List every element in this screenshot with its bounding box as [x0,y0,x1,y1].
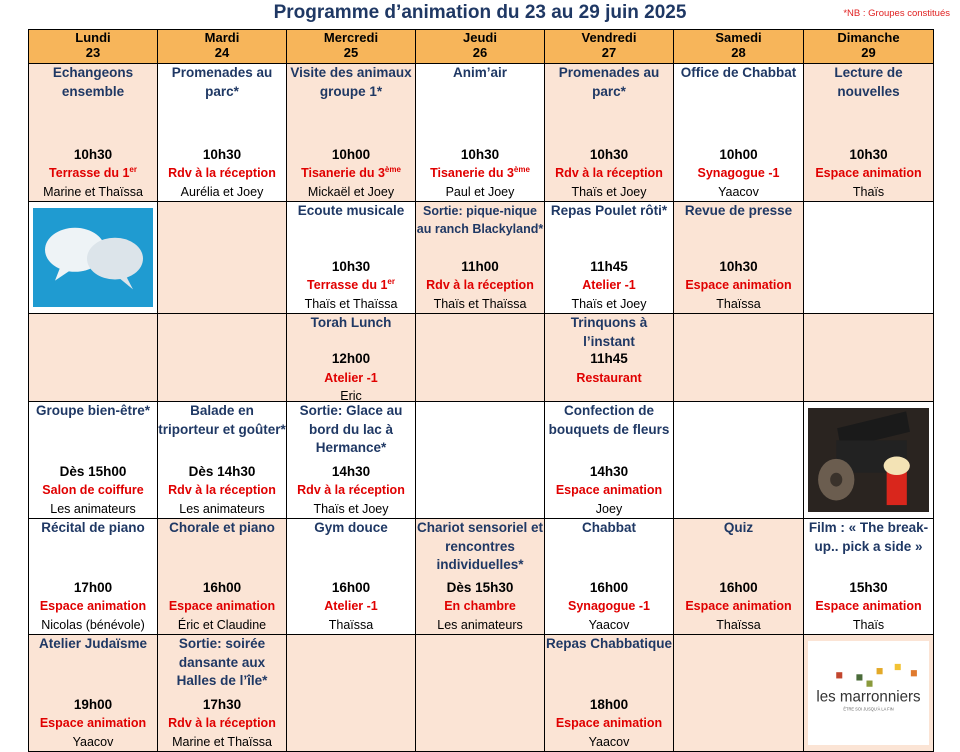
schedule-cell-jeudi [416,314,545,402]
activity-details [545,146,673,202]
activity-details [158,696,286,752]
activity-block [804,519,933,556]
logo-tagline: ÊTRE SOI JUSQU'À LA FIN [843,706,894,712]
activity-details [287,146,415,202]
day-number: 27 [601,45,617,60]
day-number: 25 [343,45,359,60]
activity-block [674,202,803,221]
page-title: Programme d’animation du 23 au 29 juin 2025 [273,2,687,23]
activity-host: Yaacov [588,617,630,632]
activity-time: 14h30 [589,463,629,479]
activity-location: Atelier -1 [582,278,636,292]
activity-location: Rdv à la réception [168,716,276,730]
activity-details [158,463,286,519]
activity-title: Echangeons ensemble [52,65,134,99]
schedule-row [29,64,934,202]
schedule-cell-jeudi [416,202,545,314]
activity-location: Rdv à la réception [426,278,534,292]
activity-title: Promenades au parc* [558,65,660,99]
activity-block [287,64,415,101]
activity-location: Espace animation [815,166,922,180]
activity-location: Espace animation [39,599,147,613]
film-reel-hub [830,473,842,487]
activity-title: Groupe bien-être* [35,403,151,418]
activity-time: Dès 15h00 [59,463,127,479]
activity-location: Atelier -1 [324,599,378,613]
speech-bubbles-image [33,208,153,307]
activity-title: Sortie: Glace au bord du lac à Hermance* [299,403,403,455]
activity-location: Espace animation [39,716,147,730]
schedule-cell-vendredi [545,202,674,314]
schedule-cell-samedi [674,635,804,752]
activity-title: Ecoute musicale [297,203,405,218]
activity-time: 10h30 [589,146,629,162]
schedule-cell-mercredi [287,314,416,402]
activity-details [287,463,415,519]
activity-location: Atelier -1 [324,370,378,385]
schedule-cell-lundi [29,202,158,314]
schedule-cell-lundi [29,402,158,519]
day-name: Vendredi [581,30,637,45]
logo-square [866,681,872,687]
schedule-cell-mardi [158,519,287,635]
activity-block [158,519,286,538]
activity-location: Espace animation [685,278,792,292]
day-number: 24 [214,45,230,60]
day-name: Mardi [204,30,240,45]
activity-block [158,402,286,439]
activity-host: Thaïs [852,617,885,632]
day-header-mardi [158,30,287,64]
day-number: 28 [731,45,746,60]
activity-title: Revue de presse [684,203,793,218]
activity-block [804,64,933,101]
activity-title: Torah Lunch [310,315,392,330]
activity-host: Joey [595,501,623,516]
activity-host: Thaïs et Joey [571,184,647,199]
activity-host: Thaïs et Joey [313,501,389,516]
logo-square [856,674,862,680]
schedule-cell-mercredi [287,635,416,752]
activity-host: Thaïssa [716,296,761,311]
activity-block [545,635,673,654]
activity-location: Restaurant [576,370,642,385]
activity-host: Thaïssa [716,617,761,632]
activity-block [416,64,544,83]
day-number: 29 [861,45,876,60]
activity-details [545,696,673,752]
activity-location: Terrasse du 1er [307,276,395,292]
activity-location: Espace animation [168,599,276,613]
activity-location: Rdv à la réception [297,483,405,497]
activity-location: Espace animation [685,599,792,613]
schedule-row [29,314,934,402]
activity-title: Quiz [723,520,754,535]
schedule-cell-mercredi [287,402,416,519]
activity-time: 10h30 [331,258,371,274]
day-header-jeudi [416,30,545,64]
day-name: Samedi [715,30,762,45]
logo-wordmark: les marronniers [816,688,921,706]
schedule-cell-dimanche [804,402,934,519]
schedule-cell-vendredi [545,519,674,635]
schedule-row [29,519,934,635]
schedule-cell-samedi [674,519,804,635]
schedule-cell-mercredi [287,64,416,202]
activity-details [416,579,544,635]
activity-title: Chariot sensoriel et rencontres individuelles* [416,520,544,572]
activity-title: Repas Chabbatique [545,636,673,651]
activity-time: 10h00 [719,146,758,162]
schedule-cell-mardi [158,314,287,402]
activity-details [29,463,157,519]
day-name: Mercredi [323,30,379,45]
activity-time: 10h30 [73,146,113,162]
schedule-cell-dimanche [804,519,934,635]
activity-title: Repas Poulet rôti* [550,203,668,218]
activity-block [287,202,415,221]
activity-host: Les animateurs [437,617,523,632]
activity-title: Visite des animaux groupe 1* [290,65,412,99]
schedule-cell-lundi [29,635,158,752]
activity-title: Gym douce [314,520,388,535]
schedule-cell-lundi [29,314,158,402]
activity-details [29,579,157,635]
activity-time: Dès 14h30 [188,463,256,479]
schedule-cell-mardi [158,202,287,314]
activity-block [29,64,157,101]
day-number: 26 [472,45,488,60]
day-name: Jeudi [463,30,497,45]
activity-block [29,519,157,538]
activity-time: 16h00 [719,579,758,595]
activity-time: 16h00 [202,579,242,595]
day-header-lundi [29,30,158,64]
activity-time: 10h30 [202,146,242,162]
activity-title: Récital de piano [41,520,145,535]
schedule-cell-samedi [674,202,804,314]
activity-block [545,64,673,101]
activity-host: Yaacov [718,184,759,199]
schedule-cell-vendredi [545,635,674,752]
schedule-row [29,635,934,752]
activity-host: Les animateurs [179,501,265,516]
schedule-table [28,29,934,752]
activity-location: En chambre [444,599,516,613]
activity-block [287,314,415,333]
activity-time: 16h00 [589,579,629,595]
activity-title: Lecture de nouvelles [834,65,903,99]
activity-time: 14h30 [331,463,371,479]
schedule-cell-samedi [674,64,804,202]
activity-time: 10h30 [849,146,888,162]
schedule-cell-vendredi [545,314,674,402]
schedule-cell-jeudi [416,402,545,519]
day-header-samedi [674,30,804,64]
logo-square [911,670,917,676]
activity-details [804,579,933,635]
speech-bubbles-illustration [33,208,153,307]
activity-location: Tisanerie du 3ème [301,164,401,180]
activity-host: Les animateurs [50,501,136,516]
activity-time: 11h00 [461,258,499,274]
popcorn [884,457,910,475]
logo-square [895,664,901,670]
activity-host: Thaïs et Thaïssa [304,296,398,311]
day-header-row [29,30,934,64]
speech-bubble-right [87,238,143,280]
activity-time: 16h00 [331,579,371,595]
activity-location: Espace animation [815,599,922,613]
location-superscript: er [387,276,395,286]
schedule-cell-jeudi [416,635,545,752]
activity-location: Synagogue -1 [568,599,650,613]
location-superscript: er [129,164,137,174]
activity-details [545,579,673,635]
activity-details [416,258,544,314]
location-superscript: ème [384,164,401,174]
activity-title: Atelier Judaïsme [38,636,148,651]
activity-time: 10h30 [719,258,758,274]
activity-time: 11h45 [590,351,628,366]
activity-host: Thaïs et Joey [571,296,647,311]
activity-host: Paul et Joey [445,184,515,199]
schedule-cell-lundi [29,519,158,635]
activity-title: Anim’air [452,65,507,80]
activity-title: Chabbat [582,520,636,535]
activity-host: Yaacov [588,734,630,749]
activity-location: Synagogue -1 [697,166,780,180]
activity-block [29,402,157,421]
activity-time: 11h45 [590,258,628,274]
activity-title: Film : « The break-up.. pick a side » [808,520,929,554]
activity-location: Espace animation [555,483,663,497]
activity-details [287,350,415,402]
location-superscript: ème [513,164,530,174]
schedule-row [29,202,934,314]
activity-time: 18h00 [589,696,629,712]
activity-host: Mickaël et Joey [307,184,395,199]
schedule-cell-jeudi [416,519,545,635]
activity-details [804,146,933,202]
activity-block [545,314,673,351]
schedule-cell-vendredi [545,402,674,519]
activity-host: Aurélia et Joey [180,184,264,199]
activity-location: Rdv à la réception [555,166,663,180]
schedule-cell-mardi [158,635,287,752]
activity-location: Tisanerie du 3ème [430,164,530,180]
cinema-illustration [808,408,929,512]
schedule-cell-dimanche [804,64,934,202]
activity-time: 15h30 [849,579,888,595]
activity-details [674,579,803,635]
schedule-cell-samedi [674,402,804,519]
activity-details [416,146,544,202]
activity-title: Sortie: pique-nique au ranch Blackyland* [416,204,544,236]
activity-block [416,519,544,575]
schedule-cell-dimanche [804,314,934,402]
activity-time: 12h00 [331,351,371,366]
activity-time: 10h00 [331,146,371,162]
activity-host: Marine et Thaïssa [172,734,272,749]
activity-block [158,64,286,101]
activity-host: Éric et Claudine [177,617,267,632]
activity-location: Salon de coiffure [42,483,144,497]
groups-note: *NB : Groupes constitués [843,8,950,19]
activity-block [545,519,673,538]
schedule-cell-mercredi [287,202,416,314]
schedule-cell-mardi [158,402,287,519]
activity-block [29,635,157,654]
activity-block [158,635,286,691]
activity-details [545,258,673,314]
day-number: 23 [85,45,101,60]
logo-illustration [808,641,929,745]
activity-block [545,202,673,221]
activity-details [545,463,673,519]
activity-block [674,64,803,83]
activity-title: Trinquons à l’instant [570,315,648,349]
activity-title: Promenades au parc* [171,65,273,99]
activity-details [158,146,286,202]
activity-details [287,579,415,635]
day-header-vendredi [545,30,674,64]
logo-square [877,668,883,674]
activity-location: Rdv à la réception [168,166,276,180]
schedule-cell-mardi [158,64,287,202]
activity-block [545,402,673,439]
activity-block [287,402,415,458]
activity-time: 17h30 [202,696,242,712]
day-name: Lundi [75,30,111,45]
activity-location: Terrasse du 1er [49,164,137,180]
activity-details [158,579,286,635]
activity-details [287,258,415,314]
activity-details [29,696,157,752]
activity-title: Sortie: soirée dansante aux Halles de l’île* [176,636,268,688]
activity-details [29,146,157,202]
activity-title: Chorale et piano [169,520,275,535]
activity-host: Thaïssa [328,617,374,632]
activity-details [545,350,673,387]
activity-details [674,146,803,202]
day-header-mercredi [287,30,416,64]
activity-host: Thaïs et Thaïssa [433,296,527,311]
logo-square [836,672,842,678]
cinema-image [808,408,929,512]
logo-image [808,641,929,745]
activity-block [287,519,415,538]
activity-location: Espace animation [555,716,663,730]
activity-time: 19h00 [73,696,113,712]
activity-host: Thaïs [852,184,885,199]
schedule-cell-dimanche [804,635,934,752]
schedule-cell-mercredi [287,519,416,635]
activity-time: 10h30 [460,146,500,162]
activity-time: 17h00 [73,579,113,595]
schedule-cell-dimanche [804,202,934,314]
activity-host: Marine et Thaïssa [43,184,143,199]
activity-block [674,519,803,538]
activity-host: Eric [340,389,362,402]
activity-host: Nicolas (bénévole) [41,617,145,632]
day-header-dimanche [804,30,934,64]
schedule-cell-vendredi [545,64,674,202]
activity-title: Office de Chabbat [680,65,797,80]
schedule-cell-jeudi [416,64,545,202]
schedule-cell-samedi [674,314,804,402]
activity-details [674,258,803,314]
schedule-row [29,402,934,519]
day-name: Dimanche [837,30,900,45]
schedule-cell-lundi [29,64,158,202]
activity-block [416,202,544,238]
activity-location: Rdv à la réception [168,483,276,497]
activity-title: Confection de bouquets de fleurs [548,403,670,437]
activity-title: Balade en triporteur et goûter* [158,403,286,437]
activity-time: Dès 15h30 [446,579,514,595]
activity-host: Yaacov [72,734,114,749]
